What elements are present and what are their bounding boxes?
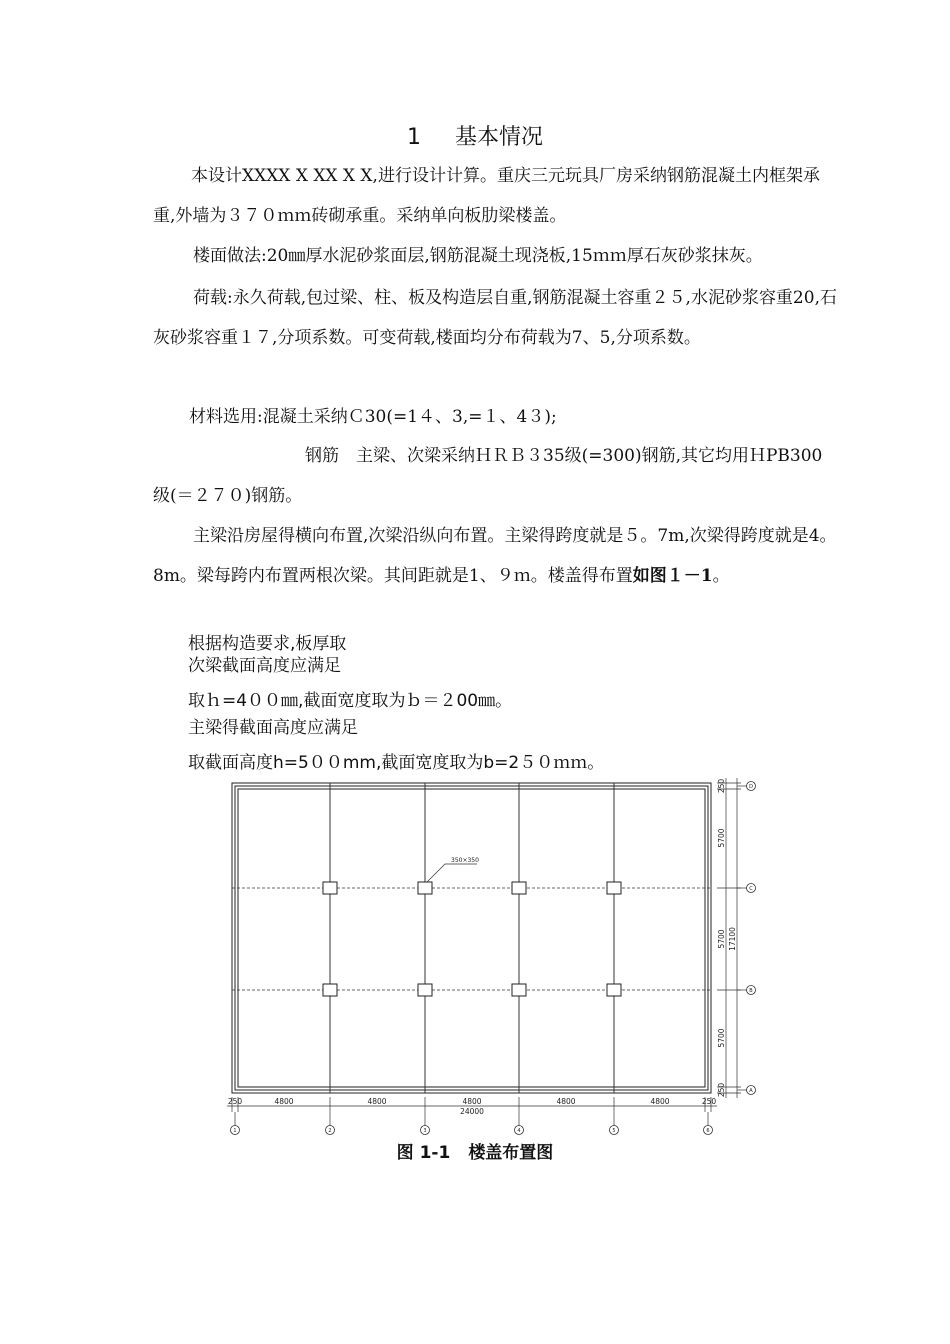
bottom-axis-labels bbox=[233, 1128, 709, 1134]
column bbox=[607, 882, 621, 894]
section-heading bbox=[0, 120, 950, 151]
dim-top-wall: 250 bbox=[717, 778, 726, 794]
axis-a: A bbox=[749, 1088, 753, 1094]
secondary-beam-size-line: 取ｈ=4００㎜,截面宽度取为ｂ＝２00㎜。 bbox=[188, 691, 513, 711]
axis-2: 2 bbox=[328, 1128, 332, 1134]
floor-layout-drawing bbox=[215, 772, 765, 1138]
paragraph-beam-layout bbox=[153, 516, 837, 596]
axis-b: B bbox=[749, 988, 753, 994]
axis-3: 3 bbox=[423, 1128, 427, 1134]
column bbox=[607, 984, 621, 996]
slab-thickness-line: 根据构造要求,板厚取 bbox=[188, 634, 347, 654]
dim-span-4: 4800 bbox=[556, 1097, 576, 1106]
dim-span-2: 4800 bbox=[367, 1097, 387, 1106]
paragraph-materials: 材料选用:混凝土采纳Ｃ30(=1４、3,=１、4３); bbox=[189, 407, 557, 427]
dim-span-3: 4800 bbox=[462, 1097, 482, 1106]
section-number: 1 bbox=[406, 125, 421, 150]
dim-bay-2: 5700 bbox=[717, 929, 726, 949]
column bbox=[512, 882, 526, 894]
axis-1: 1 bbox=[233, 1128, 237, 1134]
right-axis-bubbles bbox=[747, 782, 756, 1095]
dim-bottom-wall: 250 bbox=[717, 1082, 726, 1098]
outer-wall-outline bbox=[232, 783, 711, 1093]
paragraph-floor-method: 楼面做法:20㎜厚水泥砂浆面层,钢筋混凝土现浇板,15ｍｍ厚石灰砂浆抹灰。 bbox=[193, 246, 763, 266]
section-title: 基本情况 bbox=[454, 125, 543, 150]
secondary-beams bbox=[232, 888, 711, 990]
column bbox=[512, 984, 526, 996]
figure-reference: 如图１－1 bbox=[632, 566, 713, 586]
dim-right-wall: 250 bbox=[701, 1097, 717, 1106]
column bbox=[323, 882, 337, 894]
beam-layout-text: 主梁沿房屋得横向布置,次梁沿纵向布置。主梁得跨度就是５。7m,次梁得跨度就是4。8m。梁每跨内布置两根次梁。其间距就是1、９ｍ。楼盖得布置 bbox=[153, 526, 837, 586]
axis-5: 5 bbox=[612, 1128, 616, 1134]
main-beam-size-line: 取截面高度h=5００mm,截面宽度取为b=2５０ｍｍ。 bbox=[188, 753, 605, 773]
dim-total-width: 24000 bbox=[460, 1107, 484, 1116]
dim-total-depth: 17100 bbox=[728, 927, 737, 951]
main-beam-height-line: 主梁得截面高度应满足 bbox=[188, 718, 358, 738]
bottom-axis-bubbles bbox=[231, 1126, 713, 1135]
outer-wall-inner-line bbox=[235, 786, 708, 1090]
right-axis-leaders bbox=[737, 786, 747, 1090]
figure-title: 楼盖布置图 bbox=[468, 1143, 554, 1163]
column bbox=[418, 984, 432, 996]
dim-bay-3: 5700 bbox=[717, 1028, 726, 1048]
column-label-leader bbox=[427, 864, 477, 882]
axis-d: D bbox=[749, 784, 753, 790]
dim-left-wall: 250 bbox=[227, 1097, 243, 1106]
figure-caption bbox=[0, 1138, 950, 1163]
column bbox=[418, 882, 432, 894]
secondary-beam-height-line: 次梁截面高度应满足 bbox=[188, 656, 341, 676]
paragraph-design: 本设计XXXX X XX X X,进行设计计算。重庆三元玩具厂房采纳钢筋混凝土内框架承重,外墙为３７０ｍｍ砖砌承重。采纳单向板肋梁楼盖。 bbox=[153, 166, 820, 226]
paragraph-rebar: 钢筋 主梁、次梁采纳ＨＲＢ３35级(=300)钢筋,其它均用ＨPB300级(＝２７０)钢筋。 bbox=[153, 446, 823, 506]
axis-6: 6 bbox=[706, 1128, 710, 1134]
main-beams bbox=[330, 783, 614, 1093]
paragraph-loads: 荷载:永久荷载,包过梁、柱、板及构造层自重,钢筋混凝土容重２５,水泥砂浆容重20,石灰砂浆容重１７,分项系数。可变荷载,楼面均分布荷载为7、5,分项系数。 bbox=[153, 288, 837, 348]
figure-number: 图 1-1 bbox=[396, 1143, 451, 1163]
axis-4: 4 bbox=[517, 1128, 521, 1134]
column-label: 350×350 bbox=[451, 857, 479, 864]
dim-span-5: 4800 bbox=[650, 1097, 670, 1106]
dim-span-1: 4800 bbox=[274, 1097, 294, 1106]
column bbox=[323, 984, 337, 996]
dim-bay-1: 5700 bbox=[717, 828, 726, 848]
right-axis-labels bbox=[749, 784, 753, 1094]
beam-layout-end: 。 bbox=[712, 566, 730, 586]
outer-wall-inner-face bbox=[238, 789, 705, 1087]
bottom-dimension-labels bbox=[228, 1097, 717, 1116]
columns bbox=[323, 882, 621, 996]
right-dimension-labels bbox=[717, 779, 737, 1098]
axis-c: C bbox=[749, 886, 753, 892]
